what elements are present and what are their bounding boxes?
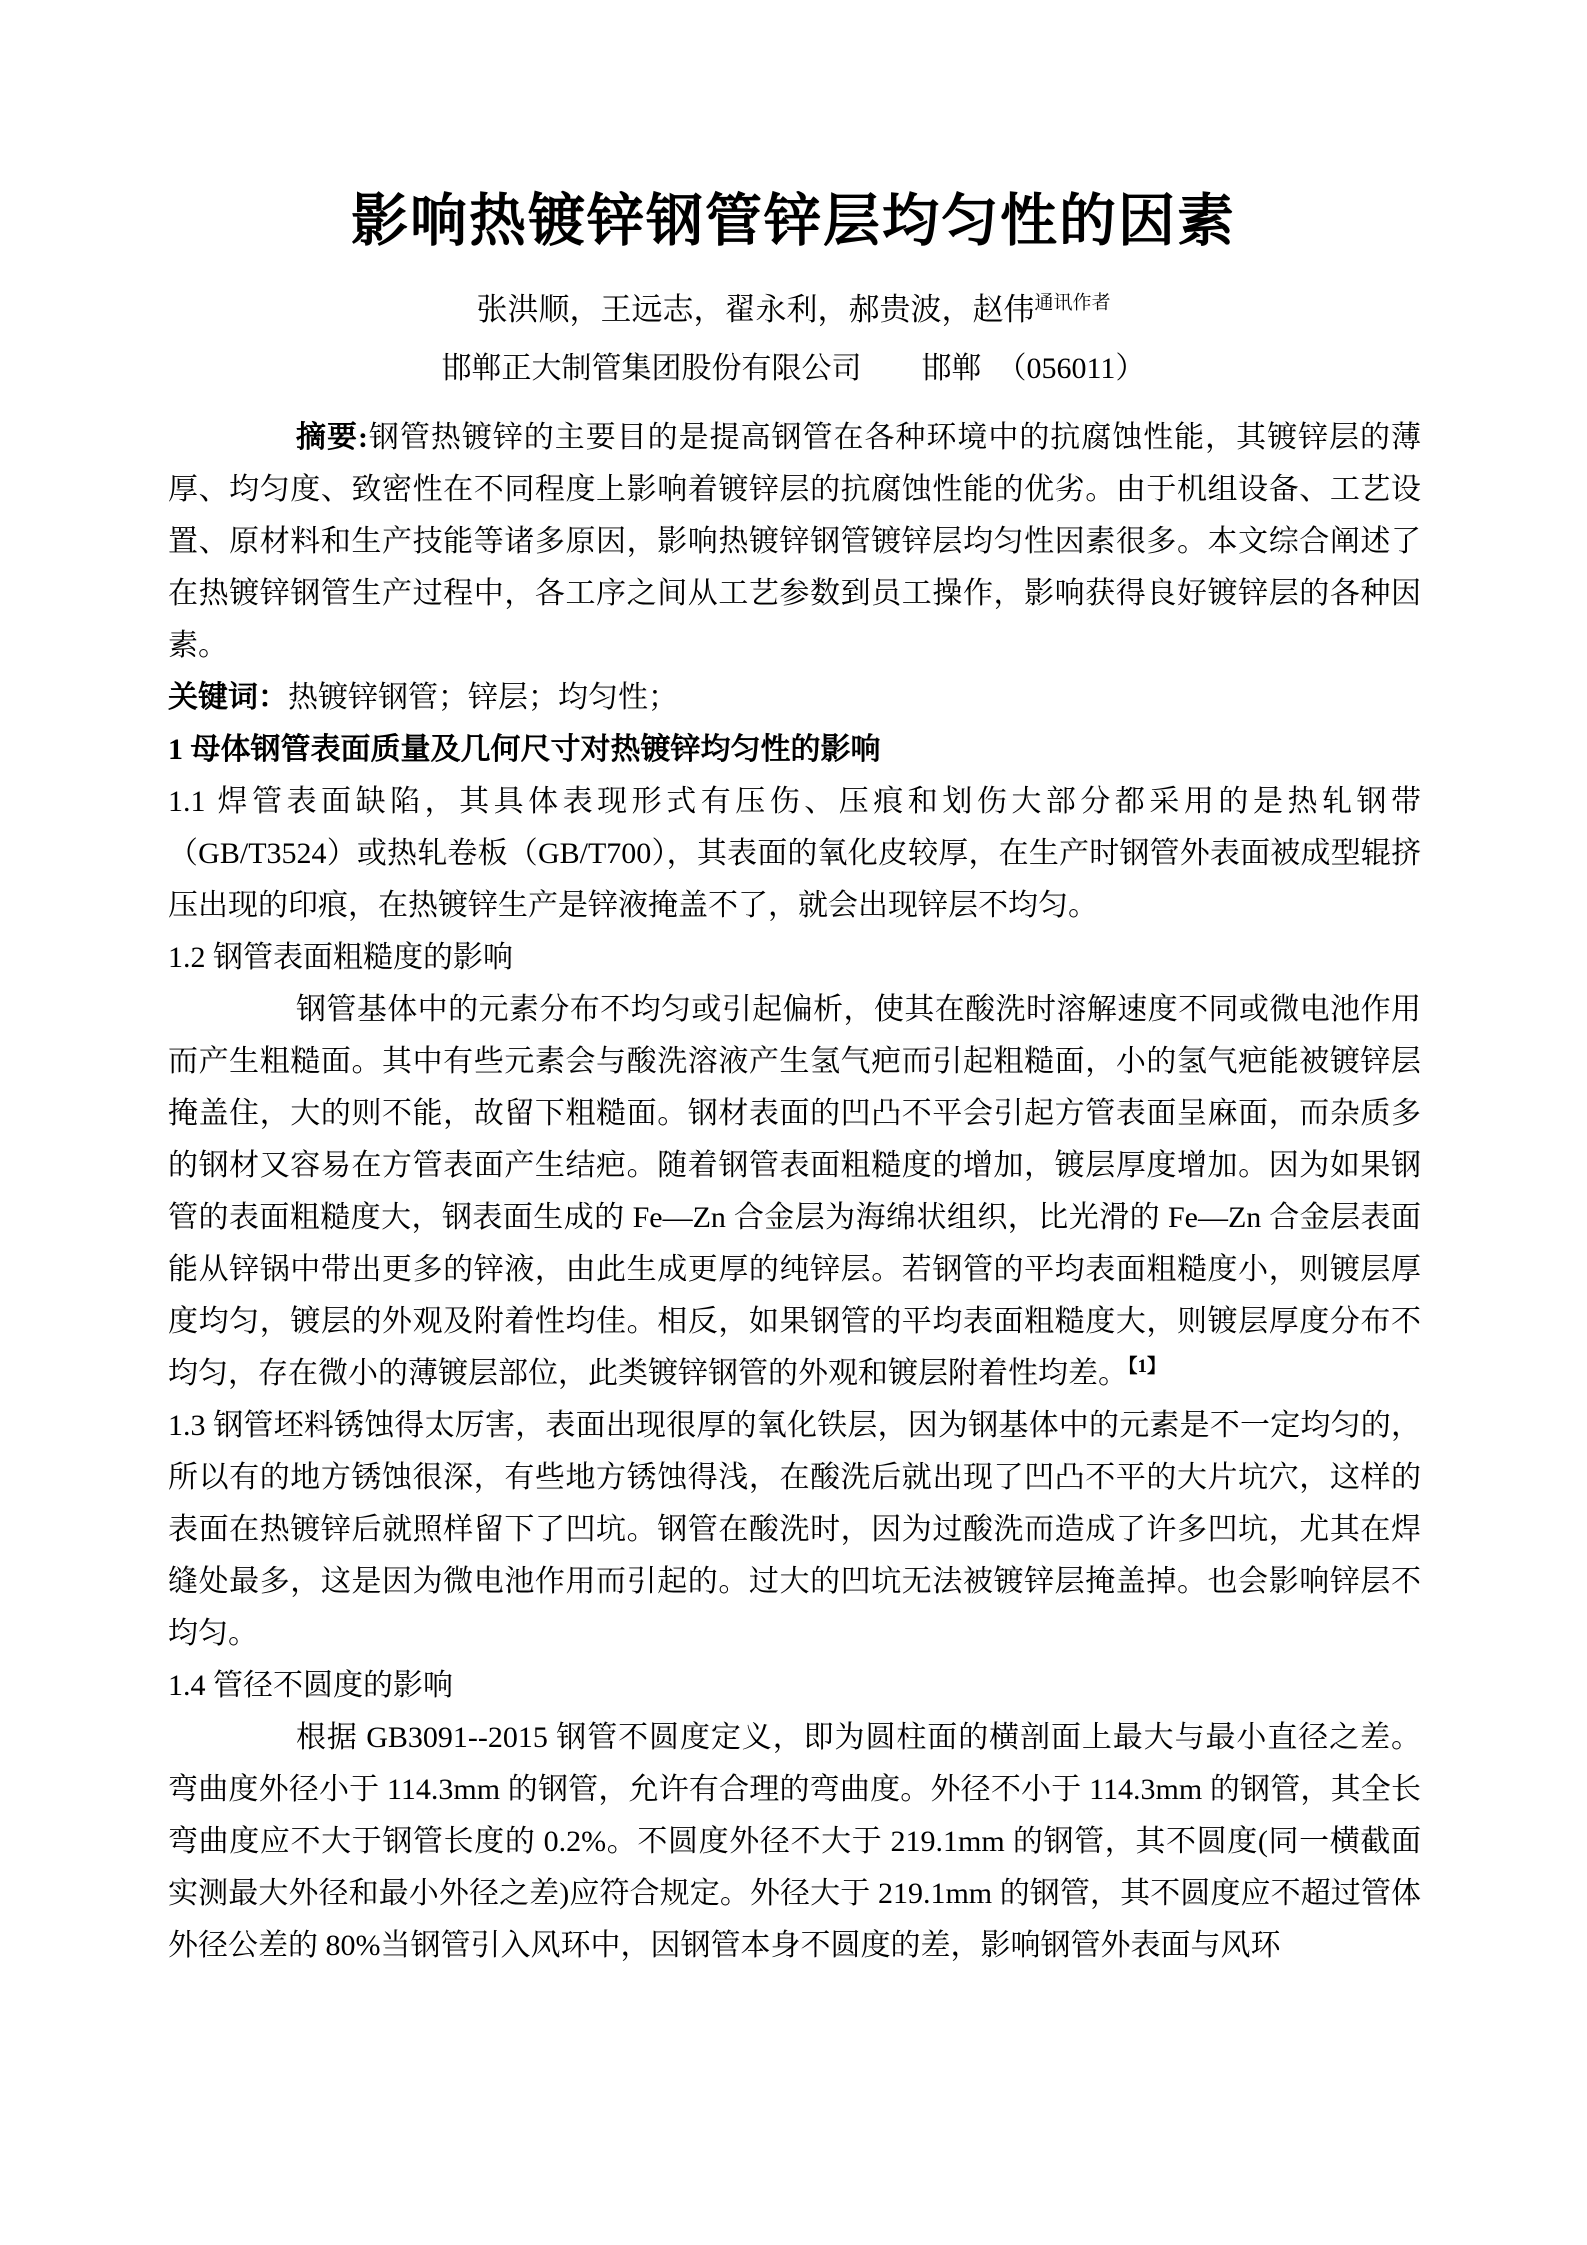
document-body	[168, 412, 1421, 1972]
heading-1-2: 1.2 钢管表面粗糙度的影响	[168, 941, 513, 974]
keywords-line	[168, 672, 1421, 724]
paragraph-1-1: 1.1 焊管表面缺陷，其具体表现形式有压伤、压痕和划伤大部分都采用的是热轧钢带（GB/T3524）或热轧卷板（GB/T700），其表面的氧化皮较厚，在生产时钢管外表面被成型辊挤压出现的印痕，在热镀锌生产是锌液掩盖不了，就会出现锌层不均匀。	[168, 785, 1421, 922]
heading-1-4: 1.4 管径不圆度的影响	[168, 1669, 453, 1702]
section-1-heading: 1 母体钢管表面质量及几何尺寸对热镀锌均匀性的影响	[168, 733, 881, 766]
affiliation: 邯郸正大制管集团股份有限公司 邯郸 （056011）	[441, 352, 1146, 385]
authors-line	[0, 292, 1587, 328]
keywords-label: 关键词：	[168, 681, 288, 714]
paragraph-1-2-text: 钢管基体中的元素分布不均匀或引起偏析，使其在酸洗时溶解速度不同或微电池作用而产生粗糙面。其中有些元素会与酸洗溶液产生氢气疤而引起粗糙面，小的氢气疤能被镀锌层掩盖住，大的则不能，故留下粗糙面。钢材表面的凹凸不平会引起方管表面呈麻面，而杂质多的钢材又容易在方管表面产生结疤。随着钢管表面粗糙度的增加，镀层厚度增加。因为如果钢管的表面粗糙度大，钢表面生成的 Fe—Zn 合金层为海绵状组织，比光滑的 Fe—Zn 合金层表面能从锌锅中带出更多的锌液，由此生成更厚的纯锌层。若钢管的平均表面粗糙度小，则镀层厚度均匀，镀层的外观及附着性均佳。相反，如果钢管的平均表面粗糙度大，则镀层厚度分布不均匀，存在微小的薄镀层部位，此类镀锌钢管的外观和镀层附着性均差。	[168, 993, 1421, 1390]
paragraph-1-2	[168, 984, 1421, 1400]
page-title: 影响热镀锌钢管锌层均匀性的因素	[351, 190, 1236, 253]
paragraph-1-4: 根据 GB3091--2015 钢管不圆度定义，即为圆柱面的横剖面上最大与最小直径之差。弯曲度外径小于 114.3mm 的钢管，允许有合理的弯曲度。外径不小于 114.3mm 的钢管，其全长弯曲度应不大于钢管长度的 0.2%。不圆度外径不大于 219.1mm 的钢管，其不圆度(同一横截面实测最大外径和最小外径之差)应符合规定。外径大于 219.1mm 的钢管，其不圆度应不超过管体外径公差的 80%当钢管引入风环中，因钢管本身不圆度的差，影响钢管外表面与风环	[168, 1721, 1421, 1962]
paragraph-1-3: 1.3 钢管坯料锈蚀得太厉害，表面出现很厚的氧化铁层，因为钢基体中的元素是不一定均匀的，所以有的地方锈蚀很深，有些地方锈蚀得浅，在酸洗后就出现了凹凸不平的大片坑穴，这样的表面在热镀锌后就照样留下了凹坑。钢管在酸洗时，因为过酸洗而造成了许多凹坑，尤其在焊缝处最多，这是因为微电池作用而引起的。过大的凹坑无法被镀锌层掩盖掉。也会影响锌层不均匀。	[168, 1409, 1421, 1650]
keywords-text: 热镀锌钢管；锌层；均匀性；	[288, 681, 678, 714]
abstract-text: 钢管热镀锌的主要目的是提高钢管在各种环境中的抗腐蚀性能，其镀锌层的薄厚、均匀度、致密性在不同程度上影响着镀锌层的抗腐蚀性能的优劣。由于机组设备、工艺设置、原材料和生产技能等诸多原因，影响热镀锌钢管镀锌层均匀性因素很多。本文综合阐述了在热镀锌钢管生产过程中，各工序之间从工艺参数到员工操作，影响获得良好镀锌层的各种因素。	[168, 421, 1421, 662]
abstract-label: 摘要:	[296, 421, 368, 454]
corresponding-author-superscript: 通讯作者	[1034, 292, 1111, 314]
authors-names: 张洪顺，王远志，翟永利，郝贵波，赵伟	[476, 292, 1035, 327]
reference-marker-1: 【1】	[1128, 1356, 1167, 1377]
abstract-paragraph	[168, 412, 1421, 672]
